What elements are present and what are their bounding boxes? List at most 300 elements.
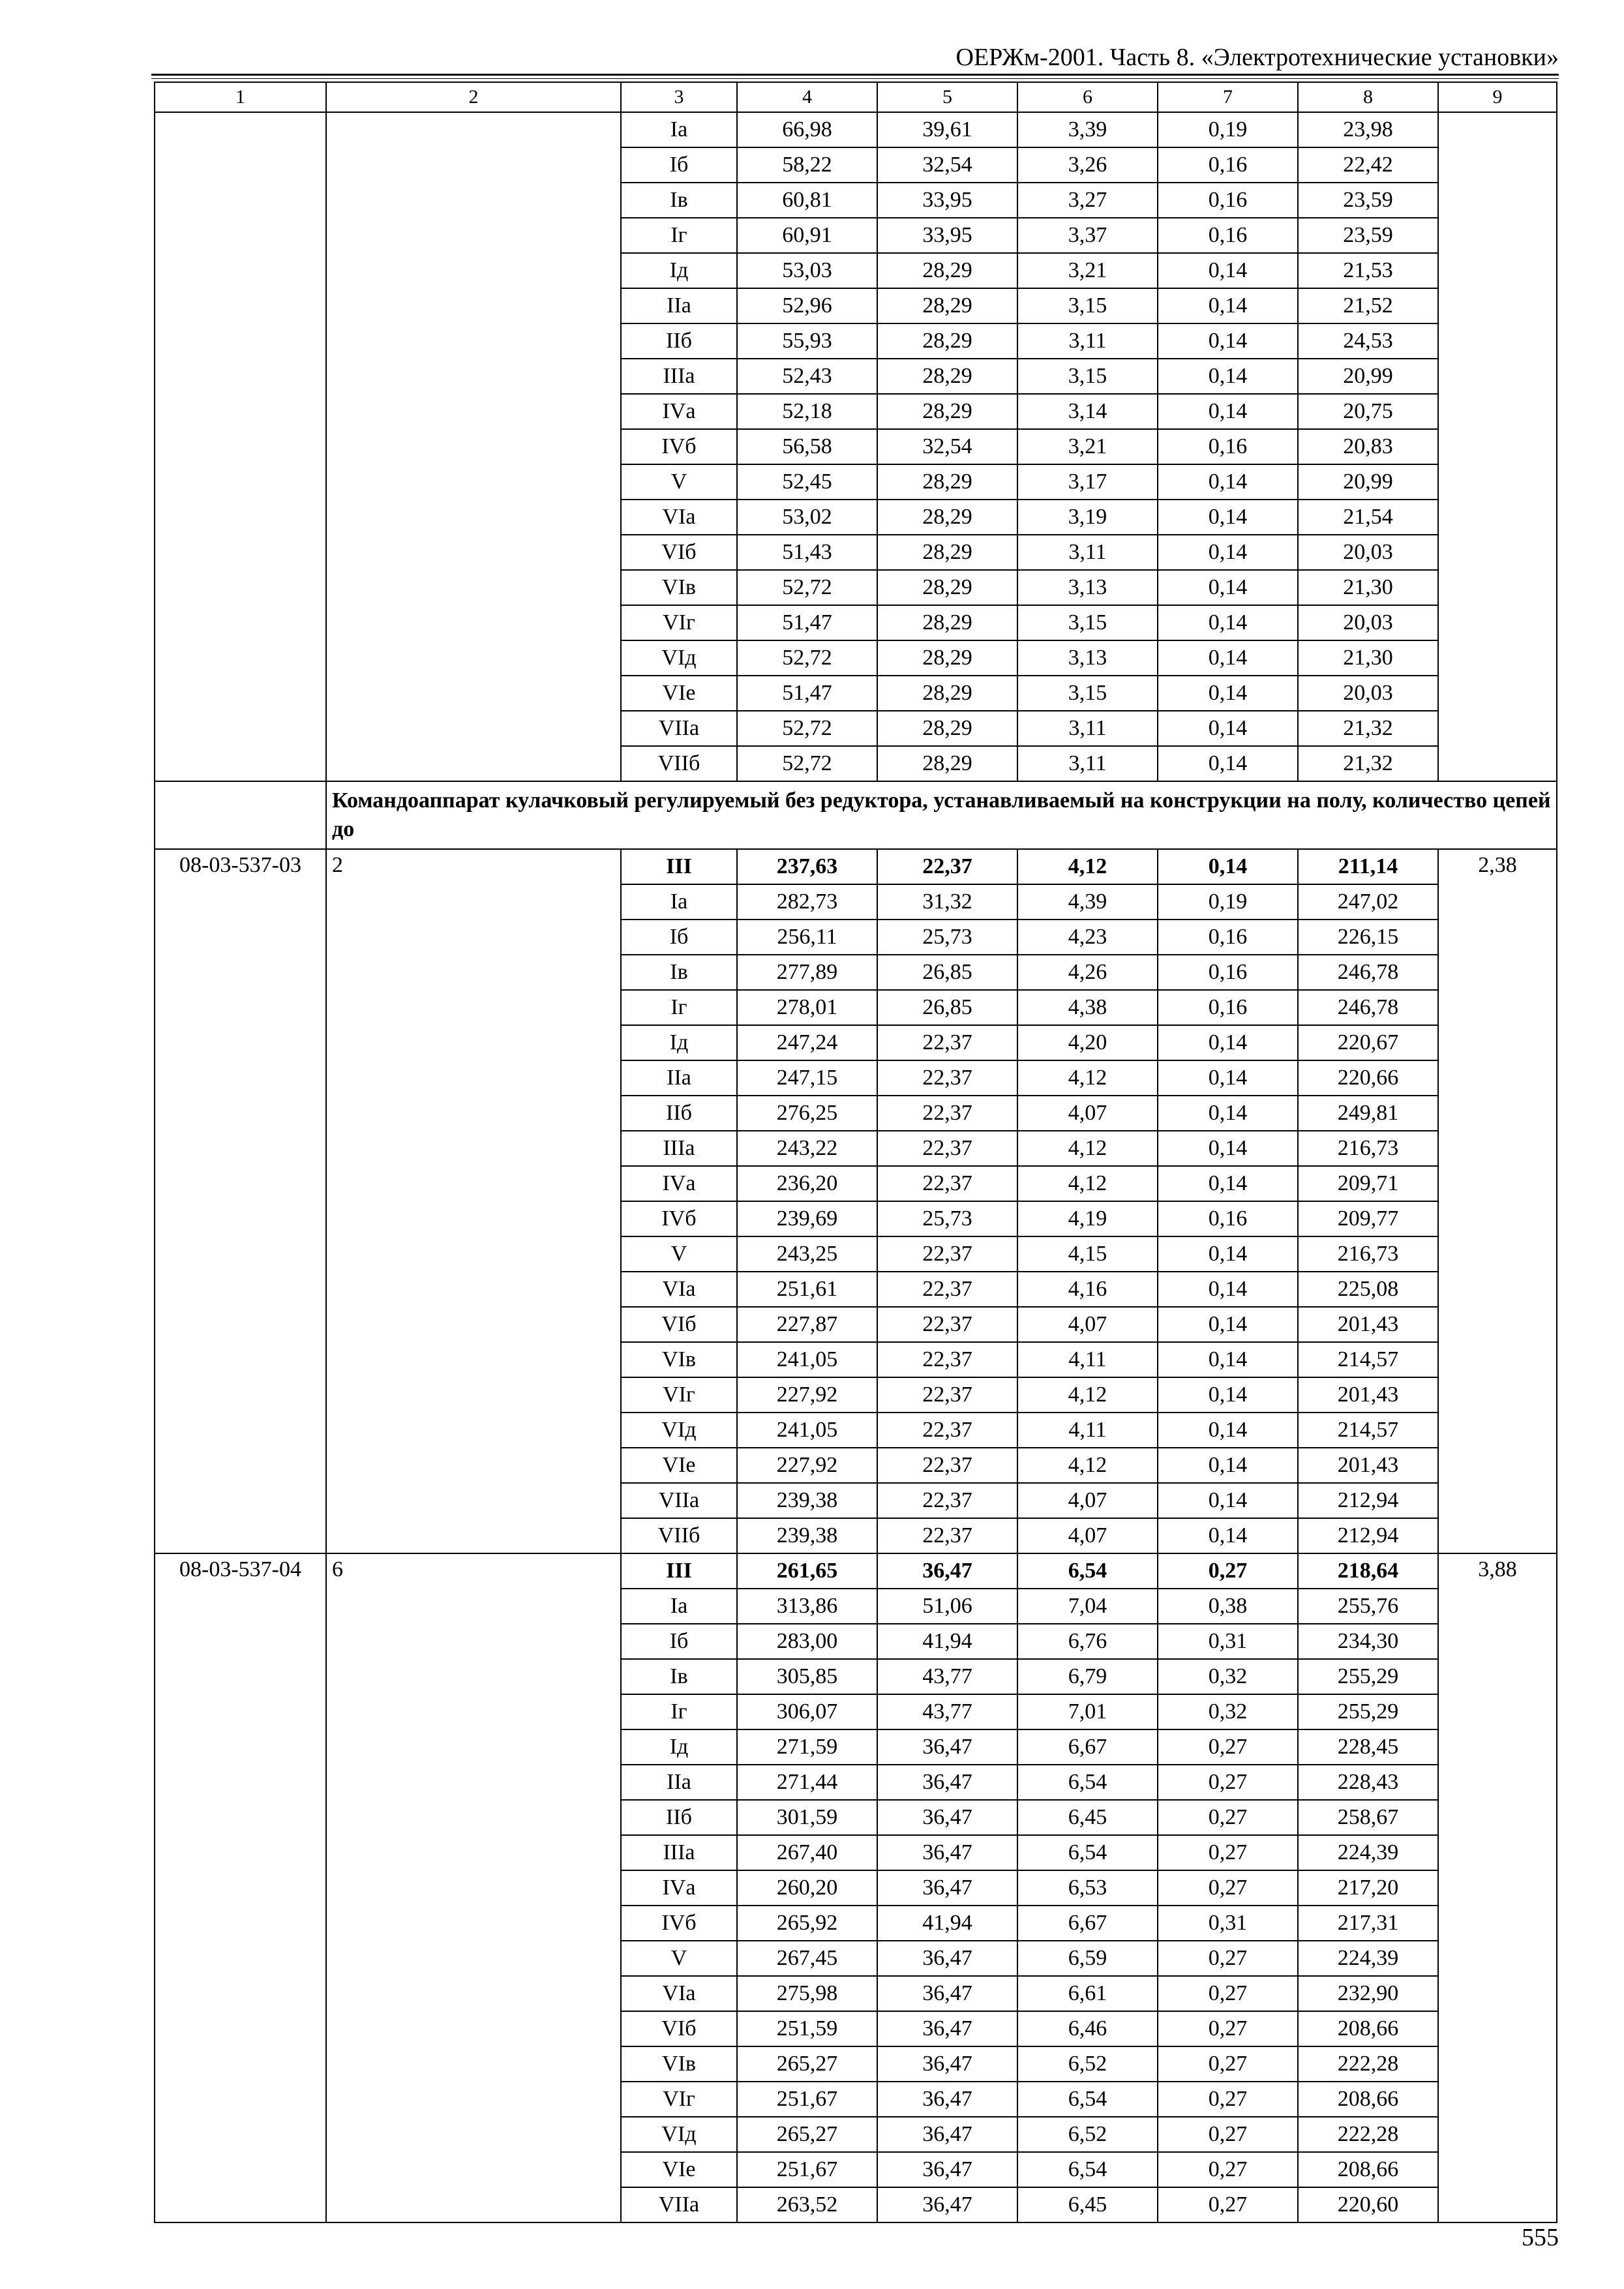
value-cell: 0,27 <box>1158 1729 1298 1765</box>
value-cell: 0,27 <box>1158 1800 1298 1835</box>
value-cell: 28,29 <box>877 288 1017 323</box>
region-cell: IVа <box>621 394 737 429</box>
value-cell: 271,59 <box>737 1729 877 1765</box>
value-cell: 58,22 <box>737 147 877 183</box>
value-cell: 22,37 <box>877 1307 1017 1342</box>
value-cell: 6,67 <box>1017 1906 1158 1941</box>
value-cell: 239,38 <box>737 1518 877 1553</box>
value-cell: 22,37 <box>877 1025 1017 1060</box>
column-number-cell: 7 <box>1158 82 1298 112</box>
value-cell: 225,08 <box>1298 1272 1438 1307</box>
region-cell: Iб <box>621 920 737 955</box>
value-cell: 28,29 <box>877 394 1017 429</box>
value-cell: 0,27 <box>1158 1835 1298 1870</box>
value-cell: 4,12 <box>1017 1448 1158 1483</box>
value-cell: 6,54 <box>1017 2082 1158 2117</box>
value-cell: 0,14 <box>1158 676 1298 711</box>
value-cell: 217,20 <box>1298 1870 1438 1906</box>
value-cell: 211,14 <box>1298 849 1438 884</box>
region-cell: Iа <box>621 1589 737 1624</box>
value-cell: 3,15 <box>1017 288 1158 323</box>
rate-param: 6 <box>326 1553 621 2222</box>
value-cell: 36,47 <box>877 2046 1017 2082</box>
region-cell: VIб <box>621 535 737 570</box>
value-cell: 36,47 <box>877 1941 1017 1976</box>
value-cell: 36,47 <box>877 1553 1017 1589</box>
value-cell: 0,27 <box>1158 1765 1298 1800</box>
region-cell: VIIа <box>621 711 737 746</box>
region-cell: IIIа <box>621 1835 737 1870</box>
column-number-cell: 3 <box>621 82 737 112</box>
value-cell: 224,39 <box>1298 1941 1438 1976</box>
value-cell: 0,14 <box>1158 464 1298 500</box>
column-number-cell: 2 <box>326 82 621 112</box>
value-cell: 220,60 <box>1298 2187 1438 2222</box>
region-cell: VIб <box>621 2011 737 2046</box>
value-cell: 3,15 <box>1017 605 1158 640</box>
page-number: 555 <box>1522 2224 1559 2251</box>
value-cell: 43,77 <box>877 1694 1017 1729</box>
value-cell: 20,99 <box>1298 359 1438 394</box>
value-cell: 6,79 <box>1017 1659 1158 1694</box>
value-cell: 39,61 <box>877 112 1017 147</box>
value-cell: 0,14 <box>1158 1236 1298 1272</box>
value-cell: 227,87 <box>737 1307 877 1342</box>
value-cell: 43,77 <box>877 1659 1017 1694</box>
value-cell: 22,37 <box>877 1096 1017 1131</box>
value-cell: 237,63 <box>737 849 877 884</box>
value-cell: 243,22 <box>737 1131 877 1166</box>
value-cell: 56,58 <box>737 429 877 464</box>
value-cell: 3,11 <box>1017 711 1158 746</box>
rate-code: 08-03-537-04 <box>155 1553 326 2222</box>
value-cell: 306,07 <box>737 1694 877 1729</box>
value-cell: 275,98 <box>737 1976 877 2011</box>
value-cell: 28,29 <box>877 323 1017 359</box>
value-cell: 246,78 <box>1298 955 1438 990</box>
value-cell: 0,14 <box>1158 500 1298 535</box>
value-cell: 0,16 <box>1158 1201 1298 1236</box>
value-cell: 41,94 <box>877 1624 1017 1659</box>
value-cell: 3,13 <box>1017 640 1158 676</box>
value-cell: 267,40 <box>737 1835 877 1870</box>
value-cell: 25,73 <box>877 920 1017 955</box>
value-cell: 0,16 <box>1158 147 1298 183</box>
value-cell: 3,15 <box>1017 676 1158 711</box>
region-cell: VIа <box>621 1272 737 1307</box>
value-cell: 3,15 <box>1017 359 1158 394</box>
value-cell: 3,21 <box>1017 429 1158 464</box>
region-cell: IIа <box>621 1060 737 1096</box>
value-cell: 22,37 <box>877 1060 1017 1096</box>
region-cell: VIд <box>621 640 737 676</box>
column-number-cell: 5 <box>877 82 1017 112</box>
region-cell: Iв <box>621 183 737 218</box>
region-cell: VIIа <box>621 2187 737 2222</box>
value-cell: 227,92 <box>737 1448 877 1483</box>
region-cell: VIб <box>621 1307 737 1342</box>
region-cell: VIд <box>621 1413 737 1448</box>
value-cell: 20,03 <box>1298 605 1438 640</box>
value-cell: 52,72 <box>737 640 877 676</box>
col9-value: 2,38 <box>1438 849 1557 1553</box>
value-cell: 0,14 <box>1158 1518 1298 1553</box>
value-cell: 36,47 <box>877 2187 1017 2222</box>
value-cell: 6,59 <box>1017 1941 1158 1976</box>
value-cell: 226,15 <box>1298 920 1438 955</box>
value-cell: 22,37 <box>877 1377 1017 1413</box>
value-cell: 25,73 <box>877 1201 1017 1236</box>
value-cell: 21,30 <box>1298 570 1438 605</box>
value-cell: 7,01 <box>1017 1694 1158 1729</box>
value-cell: 258,67 <box>1298 1800 1438 1835</box>
value-cell: 21,52 <box>1298 288 1438 323</box>
value-cell: 28,29 <box>877 464 1017 500</box>
value-cell: 265,92 <box>737 1906 877 1941</box>
region-cell: Iд <box>621 1729 737 1765</box>
value-cell: 0,27 <box>1158 2152 1298 2187</box>
value-cell: 21,53 <box>1298 253 1438 288</box>
region-cell: IVб <box>621 429 737 464</box>
value-cell: 22,37 <box>877 1166 1017 1201</box>
value-cell: 208,66 <box>1298 2082 1438 2117</box>
value-cell: 255,76 <box>1298 1589 1438 1624</box>
value-cell: 0,27 <box>1158 2011 1298 2046</box>
region-cell: IIIа <box>621 359 737 394</box>
value-cell: 20,75 <box>1298 394 1438 429</box>
value-cell: 255,29 <box>1298 1659 1438 1694</box>
value-cell: 222,28 <box>1298 2046 1438 2082</box>
value-cell: 36,47 <box>877 2011 1017 2046</box>
region-cell: VIIб <box>621 1518 737 1553</box>
column-number-cell: 1 <box>155 82 326 112</box>
value-cell: 0,38 <box>1158 1589 1298 1624</box>
value-cell: 36,47 <box>877 1835 1017 1870</box>
value-cell: 36,47 <box>877 1729 1017 1765</box>
value-cell: 0,14 <box>1158 711 1298 746</box>
value-cell: 0,27 <box>1158 2046 1298 2082</box>
value-cell: 222,28 <box>1298 2117 1438 2152</box>
value-cell: 0,14 <box>1158 1377 1298 1413</box>
value-cell: 24,53 <box>1298 323 1438 359</box>
value-cell: 201,43 <box>1298 1377 1438 1413</box>
value-cell: 53,03 <box>737 253 877 288</box>
value-cell: 6,54 <box>1017 1835 1158 1870</box>
region-cell: IVб <box>621 1906 737 1941</box>
value-cell: 4,07 <box>1017 1307 1158 1342</box>
value-cell: 0,14 <box>1158 323 1298 359</box>
value-cell: 0,19 <box>1158 112 1298 147</box>
value-cell: 276,25 <box>737 1096 877 1131</box>
value-cell: 4,12 <box>1017 849 1158 884</box>
value-cell: 208,66 <box>1298 2011 1438 2046</box>
value-cell: 52,72 <box>737 711 877 746</box>
value-cell: 28,29 <box>877 570 1017 605</box>
value-cell: 0,14 <box>1158 1307 1298 1342</box>
value-cell: 236,20 <box>737 1166 877 1201</box>
value-cell: 3,17 <box>1017 464 1158 500</box>
value-cell: 0,27 <box>1158 2117 1298 2152</box>
value-cell: 249,81 <box>1298 1096 1438 1131</box>
value-cell: 26,85 <box>877 955 1017 990</box>
value-cell: 0,14 <box>1158 605 1298 640</box>
value-cell: 0,27 <box>1158 1553 1298 1589</box>
value-cell: 232,90 <box>1298 1976 1438 2011</box>
region-cell: IIа <box>621 1765 737 1800</box>
region-cell: VIа <box>621 1976 737 2011</box>
group-title-row <box>155 781 1557 849</box>
value-cell: 251,61 <box>737 1272 877 1307</box>
page-header <box>151 40 1559 74</box>
value-cell: 20,03 <box>1298 676 1438 711</box>
value-cell: 216,73 <box>1298 1236 1438 1272</box>
value-cell: 3,11 <box>1017 746 1158 781</box>
region-cell: VIд <box>621 2117 737 2152</box>
value-cell: 53,02 <box>737 500 877 535</box>
region-cell: Iг <box>621 1694 737 1729</box>
value-cell: 7,04 <box>1017 1589 1158 1624</box>
value-cell: 6,52 <box>1017 2046 1158 2082</box>
value-cell: 52,43 <box>737 359 877 394</box>
value-cell: 20,83 <box>1298 429 1438 464</box>
value-cell: 239,69 <box>737 1201 877 1236</box>
value-cell: 220,67 <box>1298 1025 1438 1060</box>
value-cell: 251,67 <box>737 2082 877 2117</box>
value-cell: 41,94 <box>877 1906 1017 1941</box>
value-cell: 256,11 <box>737 920 877 955</box>
value-cell: 6,76 <box>1017 1624 1158 1659</box>
value-cell: 247,02 <box>1298 884 1438 920</box>
value-cell: 22,42 <box>1298 147 1438 183</box>
value-cell: 0,14 <box>1158 394 1298 429</box>
value-cell: 0,27 <box>1158 1941 1298 1976</box>
value-cell: 214,57 <box>1298 1342 1438 1377</box>
value-cell: 227,92 <box>737 1377 877 1413</box>
value-cell: 301,59 <box>737 1800 877 1835</box>
value-cell: 60,81 <box>737 183 877 218</box>
region-cell: VIе <box>621 1448 737 1483</box>
value-cell: 36,47 <box>877 1870 1017 1906</box>
value-cell: 55,93 <box>737 323 877 359</box>
value-cell: 4,23 <box>1017 920 1158 955</box>
value-cell: 21,32 <box>1298 746 1438 781</box>
value-cell: 263,52 <box>737 2187 877 2222</box>
value-cell: 4,26 <box>1017 955 1158 990</box>
region-cell: Iг <box>621 218 737 253</box>
region-cell: VIв <box>621 1342 737 1377</box>
value-cell: 3,27 <box>1017 183 1158 218</box>
region-cell: IVа <box>621 1870 737 1906</box>
value-cell: 209,71 <box>1298 1166 1438 1201</box>
value-cell: 22,37 <box>877 1131 1017 1166</box>
value-cell: 277,89 <box>737 955 877 990</box>
value-cell: 36,47 <box>877 1765 1017 1800</box>
table-row-main <box>155 1553 1557 1589</box>
value-cell: 305,85 <box>737 1659 877 1694</box>
region-cell: Iд <box>621 253 737 288</box>
value-cell: 217,31 <box>1298 1906 1438 1941</box>
value-cell: 3,19 <box>1017 500 1158 535</box>
region-cell: Iа <box>621 884 737 920</box>
region-cell: VIIа <box>621 1483 737 1518</box>
region-cell: VIв <box>621 2046 737 2082</box>
value-cell: 36,47 <box>877 1976 1017 2011</box>
value-cell: 3,21 <box>1017 253 1158 288</box>
value-cell: 28,29 <box>877 535 1017 570</box>
value-cell: 28,29 <box>877 640 1017 676</box>
table-row-main <box>155 849 1557 884</box>
value-cell: 23,59 <box>1298 183 1438 218</box>
value-cell: 3,37 <box>1017 218 1158 253</box>
region-cell: Iв <box>621 1659 737 1694</box>
col9-value: 3,88 <box>1438 1553 1557 2222</box>
value-cell: 21,54 <box>1298 500 1438 535</box>
value-cell: 0,16 <box>1158 955 1298 990</box>
value-cell: 36,47 <box>877 2152 1017 2187</box>
value-cell: 0,14 <box>1158 1342 1298 1377</box>
value-cell: 0,14 <box>1158 1166 1298 1201</box>
value-cell: 52,72 <box>737 746 877 781</box>
value-cell: 0,14 <box>1158 359 1298 394</box>
value-cell: 36,47 <box>877 2082 1017 2117</box>
value-cell: 28,29 <box>877 746 1017 781</box>
value-cell: 28,29 <box>877 500 1017 535</box>
value-cell: 52,96 <box>737 288 877 323</box>
value-cell: 22,37 <box>877 1236 1017 1272</box>
value-cell: 246,78 <box>1298 990 1438 1025</box>
value-cell: 224,39 <box>1298 1835 1438 1870</box>
column-number-cell: 6 <box>1017 82 1158 112</box>
value-cell: 212,94 <box>1298 1518 1438 1553</box>
value-cell: 241,05 <box>737 1413 877 1448</box>
value-cell: 228,45 <box>1298 1729 1438 1765</box>
value-cell: 21,32 <box>1298 711 1438 746</box>
value-cell: 28,29 <box>877 253 1017 288</box>
value-cell: 26,85 <box>877 990 1017 1025</box>
value-cell: 4,20 <box>1017 1025 1158 1060</box>
value-cell: 0,27 <box>1158 1976 1298 2011</box>
region-cell: VIа <box>621 500 737 535</box>
region-cell: III <box>621 1553 737 1589</box>
value-cell: 228,43 <box>1298 1765 1438 1800</box>
header-title: ОЕРЖм-2001. Часть 8. «Электротехнические установки» <box>955 44 1559 71</box>
region-cell: IVб <box>621 1201 737 1236</box>
value-cell: 6,45 <box>1017 2187 1158 2222</box>
value-cell: 52,45 <box>737 464 877 500</box>
region-cell: V <box>621 464 737 500</box>
value-cell: 60,91 <box>737 218 877 253</box>
value-cell: 6,46 <box>1017 2011 1158 2046</box>
value-cell: 4,38 <box>1017 990 1158 1025</box>
value-cell: 0,14 <box>1158 1025 1298 1060</box>
value-cell: 28,29 <box>877 359 1017 394</box>
value-cell: 51,47 <box>737 605 877 640</box>
value-cell: 52,18 <box>737 394 877 429</box>
value-cell: 282,73 <box>737 884 877 920</box>
value-cell: 0,16 <box>1158 920 1298 955</box>
value-cell: 52,72 <box>737 570 877 605</box>
rate-param: 2 <box>326 849 621 1553</box>
region-cell: IIб <box>621 323 737 359</box>
region-cell: IIб <box>621 1096 737 1131</box>
value-cell: 0,14 <box>1158 288 1298 323</box>
group-title-spacer <box>155 781 326 849</box>
value-cell: 32,54 <box>877 429 1017 464</box>
value-cell: 22,37 <box>877 1448 1017 1483</box>
value-cell: 265,27 <box>737 2117 877 2152</box>
value-cell: 260,20 <box>737 1870 877 1906</box>
region-cell: Iг <box>621 990 737 1025</box>
region-cell: III <box>621 849 737 884</box>
value-cell: 278,01 <box>737 990 877 1025</box>
column-number-cell: 8 <box>1298 82 1438 112</box>
value-cell: 201,43 <box>1298 1448 1438 1483</box>
value-cell: 28,29 <box>877 605 1017 640</box>
value-cell: 3,11 <box>1017 535 1158 570</box>
value-cell: 265,27 <box>737 2046 877 2082</box>
value-cell: 271,44 <box>737 1765 877 1800</box>
value-cell: 6,54 <box>1017 1553 1158 1589</box>
value-cell: 0,27 <box>1158 2187 1298 2222</box>
value-cell: 6,67 <box>1017 1729 1158 1765</box>
column-number-cell: 4 <box>737 82 877 112</box>
value-cell: 3,26 <box>1017 147 1158 183</box>
region-cell: IVа <box>621 1166 737 1201</box>
value-cell: 36,47 <box>877 2117 1017 2152</box>
value-cell: 4,39 <box>1017 884 1158 920</box>
value-cell: 6,54 <box>1017 2152 1158 2187</box>
value-cell: 4,07 <box>1017 1518 1158 1553</box>
value-cell: 0,19 <box>1158 884 1298 920</box>
column-number-cell: 9 <box>1438 82 1557 112</box>
value-cell: 0,14 <box>1158 253 1298 288</box>
value-cell: 22,37 <box>877 1342 1017 1377</box>
region-cell: IIб <box>621 1800 737 1835</box>
region-cell: VIIб <box>621 746 737 781</box>
value-cell: 212,94 <box>1298 1483 1438 1518</box>
value-cell: 4,12 <box>1017 1060 1158 1096</box>
value-cell: 0,14 <box>1158 570 1298 605</box>
value-cell: 4,16 <box>1017 1272 1158 1307</box>
region-cell: Iб <box>621 1624 737 1659</box>
value-cell: 28,29 <box>877 711 1017 746</box>
value-cell: 208,66 <box>1298 2152 1438 2187</box>
region-cell: IIа <box>621 288 737 323</box>
value-cell: 0,14 <box>1158 1131 1298 1166</box>
value-cell: 6,45 <box>1017 1800 1158 1835</box>
value-cell: 0,16 <box>1158 218 1298 253</box>
value-cell: 267,45 <box>737 1941 877 1976</box>
value-cell: 4,11 <box>1017 1342 1158 1377</box>
value-cell: 0,32 <box>1158 1659 1298 1694</box>
value-cell: 0,14 <box>1158 746 1298 781</box>
value-cell: 0,14 <box>1158 1272 1298 1307</box>
region-cell: Iд <box>621 1025 737 1060</box>
value-cell: 23,59 <box>1298 218 1438 253</box>
rate-code <box>155 112 326 781</box>
value-cell: 0,27 <box>1158 2082 1298 2117</box>
value-cell: 0,14 <box>1158 1448 1298 1483</box>
value-cell: 0,14 <box>1158 1060 1298 1096</box>
value-cell: 31,32 <box>877 884 1017 920</box>
value-cell: 33,95 <box>877 218 1017 253</box>
header-rule <box>151 74 1559 76</box>
region-cell: VIг <box>621 1377 737 1413</box>
value-cell: 21,30 <box>1298 640 1438 676</box>
value-cell: 51,47 <box>737 676 877 711</box>
value-cell: 33,95 <box>877 183 1017 218</box>
value-cell: 3,39 <box>1017 112 1158 147</box>
